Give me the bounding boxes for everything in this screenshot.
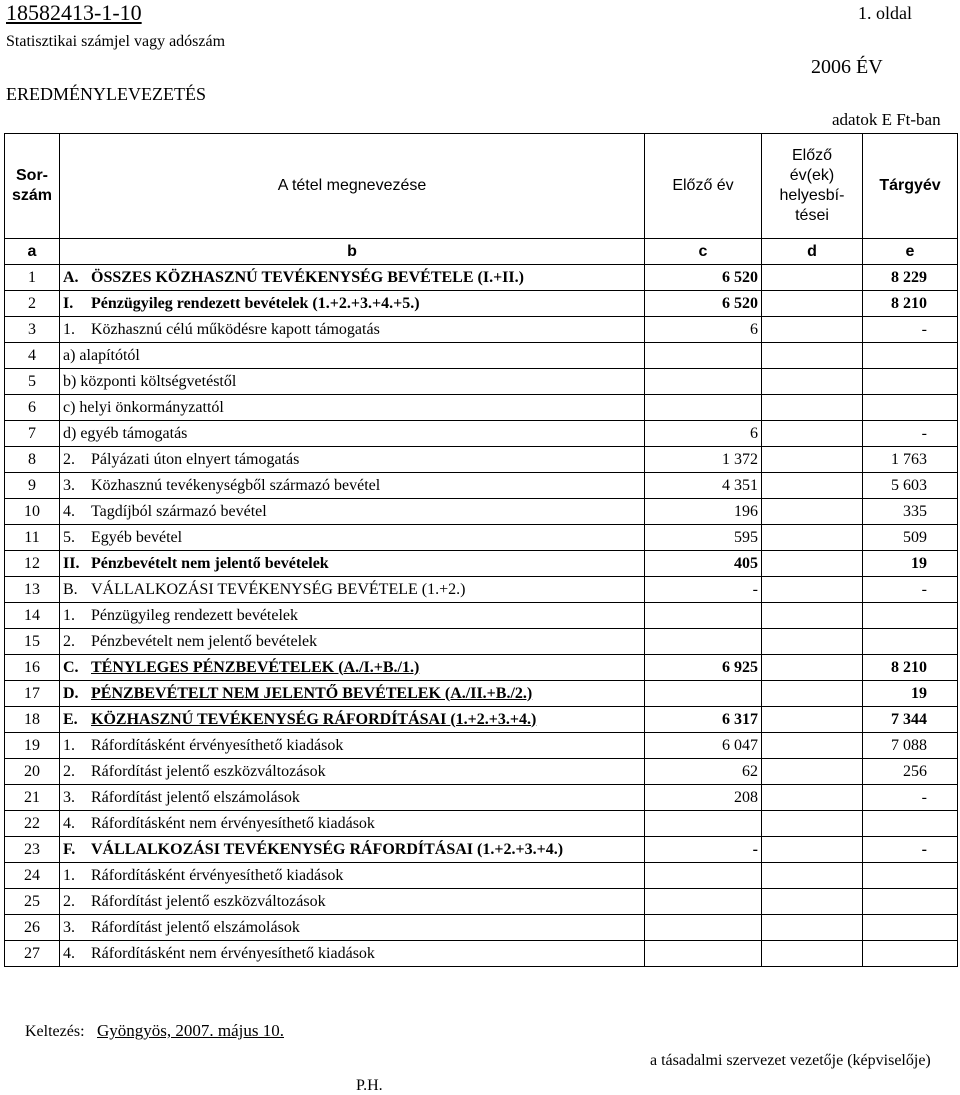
row-marker: C. — [63, 658, 79, 676]
prev-year-value: 6 317 — [645, 707, 762, 733]
adjustment-value — [762, 759, 863, 785]
table-row — [5, 629, 958, 655]
report-year: 2006 ÉV — [811, 56, 883, 78]
current-year-value: 1 763 — [863, 447, 958, 473]
row-marker: 3. — [63, 476, 75, 494]
table-row — [5, 499, 958, 525]
prev-year-value: 6 925 — [645, 655, 762, 681]
letter-c: c — [645, 239, 762, 265]
col-adjust-header: Előző év(ek) helyesbí- tései — [762, 134, 863, 239]
table-row — [5, 291, 958, 317]
table-row — [5, 785, 958, 811]
prev-year-value: - — [645, 577, 762, 603]
current-year-value: 5 603 — [863, 473, 958, 499]
row-marker: 3. — [63, 788, 75, 806]
current-year-value: - — [863, 317, 958, 343]
current-year-value — [863, 863, 958, 889]
adjustment-value — [762, 317, 863, 343]
row-label — [60, 837, 645, 863]
adjustment-value — [762, 577, 863, 603]
current-year-value: 335 — [863, 499, 958, 525]
prev-year-value: 6 — [645, 421, 762, 447]
row-label — [60, 915, 645, 941]
prev-year-value — [645, 889, 762, 915]
row-marker: 3. — [63, 918, 75, 936]
row-marker: B. — [63, 580, 78, 598]
table-row — [5, 421, 958, 447]
col-sorszam-header: Sor- szám — [5, 134, 60, 239]
row-label — [60, 473, 645, 499]
row-label — [60, 525, 645, 551]
row-label — [60, 395, 645, 421]
table-row — [5, 343, 958, 369]
row-label — [60, 447, 645, 473]
row-label-text: Közhasznú célú működésre kapott támogatás — [91, 320, 380, 338]
row-label — [60, 629, 645, 655]
row-number: 1 — [5, 265, 60, 291]
letter-b: b — [60, 239, 645, 265]
row-label — [60, 369, 645, 395]
row-number: 22 — [5, 811, 60, 837]
row-marker: 4. — [63, 944, 75, 962]
letter-a: a — [5, 239, 60, 265]
row-label — [60, 421, 645, 447]
adjustment-value — [762, 707, 863, 733]
prev-year-value — [645, 681, 762, 707]
adjustment-value — [762, 421, 863, 447]
row-number: 6 — [5, 395, 60, 421]
row-label-text: Ráfordítást jelentő elszámolások — [91, 918, 300, 936]
table-row — [5, 369, 958, 395]
table-row — [5, 733, 958, 759]
prev-year-value — [645, 941, 762, 967]
adjustment-value — [762, 837, 863, 863]
row-label-text: VÁLLALKOZÁSI TEVÉKENYSÉG RÁFORDÍTÁSAI (1.+2.+3.+4.) — [91, 840, 564, 858]
row-number: 12 — [5, 551, 60, 577]
row-number: 7 — [5, 421, 60, 447]
table-row — [5, 837, 958, 863]
row-marker: 1. — [63, 736, 75, 754]
row-number: 5 — [5, 369, 60, 395]
row-label-text: Pénzbevételt nem jelentő bevételek — [91, 632, 318, 650]
row-label — [60, 941, 645, 967]
row-marker: 1. — [63, 320, 75, 338]
current-year-value — [863, 603, 958, 629]
prev-year-value — [645, 369, 762, 395]
tax-id: 18582413-1-10 — [6, 0, 142, 25]
row-marker: 1. — [63, 866, 75, 884]
row-marker: A. — [63, 268, 79, 286]
prev-year-value — [645, 863, 762, 889]
adjustment-value — [762, 785, 863, 811]
prev-year-value: - — [645, 837, 762, 863]
row-label-text: Pályázati úton elnyert támogatás — [91, 450, 300, 468]
adjustment-value — [762, 551, 863, 577]
row-label-text: Egyéb bevétel — [91, 528, 183, 546]
row-marker: 4. — [63, 814, 75, 832]
row-label-text: a) alapítótól — [63, 346, 140, 364]
row-marker: II. — [63, 554, 80, 572]
prev-year-value: 595 — [645, 525, 762, 551]
row-label-text: TÉNYLEGES PÉNZBEVÉTELEK (A./I.+B./1.) — [91, 658, 420, 676]
signer-label: a tásadalmi szervezet vezetője (képviselője) — [650, 1052, 931, 1069]
adjustment-value — [762, 447, 863, 473]
report-title: EREDMÉNYLEVEZETÉS — [6, 84, 206, 104]
stamp-placeholder: P.H. — [356, 1077, 383, 1094]
current-year-value: 509 — [863, 525, 958, 551]
row-number: 20 — [5, 759, 60, 785]
row-marker: F. — [63, 840, 76, 858]
current-year-value: 8 210 — [863, 655, 958, 681]
adjustment-value — [762, 811, 863, 837]
prev-year-value: 6 520 — [645, 265, 762, 291]
col-prev-header: Előző év — [645, 134, 762, 239]
row-number: 8 — [5, 447, 60, 473]
row-label — [60, 655, 645, 681]
row-number: 2 — [5, 291, 60, 317]
row-marker: 2. — [63, 762, 75, 780]
row-label — [60, 785, 645, 811]
table-row — [5, 915, 958, 941]
current-year-value — [863, 941, 958, 967]
row-label-text: Ráfordításként nem érvényesíthető kiadások — [91, 944, 375, 962]
row-marker: 2. — [63, 892, 75, 910]
current-year-value — [863, 889, 958, 915]
adjustment-value — [762, 941, 863, 967]
table-row — [5, 655, 958, 681]
prev-year-value: 196 — [645, 499, 762, 525]
table-row — [5, 759, 958, 785]
row-number: 10 — [5, 499, 60, 525]
row-label-text: Pénzügyileg rendezett bevételek — [91, 606, 299, 624]
prev-year-value — [645, 343, 762, 369]
prev-year-value — [645, 603, 762, 629]
adjustment-value — [762, 525, 863, 551]
table-row — [5, 395, 958, 421]
adjustment-value — [762, 395, 863, 421]
prev-year-value: 62 — [645, 759, 762, 785]
row-label — [60, 733, 645, 759]
row-label-text: PÉNZBEVÉTELT NEM JELENTŐ BEVÉTELEK (A./II.+B./2.) — [91, 684, 533, 702]
report-table — [4, 133, 958, 967]
current-year-value — [863, 369, 958, 395]
current-year-value — [863, 811, 958, 837]
row-number: 13 — [5, 577, 60, 603]
row-label-text: c) helyi önkormányzattól — [63, 398, 224, 416]
current-year-value — [863, 395, 958, 421]
adjustment-value — [762, 681, 863, 707]
table-row — [5, 317, 958, 343]
header-row — [5, 134, 958, 239]
prev-year-value — [645, 915, 762, 941]
current-year-value: 7 344 — [863, 707, 958, 733]
row-label-text: Tagdíjból származó bevétel — [91, 502, 267, 520]
current-year-value: 8 229 — [863, 265, 958, 291]
prev-year-value: 6 — [645, 317, 762, 343]
row-number: 16 — [5, 655, 60, 681]
row-marker: 4. — [63, 502, 75, 520]
letter-d: d — [762, 239, 863, 265]
current-year-value — [863, 343, 958, 369]
row-label-text: Ráfordításként nem érvényesíthető kiadások — [91, 814, 375, 832]
row-number: 21 — [5, 785, 60, 811]
row-marker: E. — [63, 710, 78, 728]
prev-year-value — [645, 811, 762, 837]
row-number: 11 — [5, 525, 60, 551]
table-row — [5, 265, 958, 291]
row-number: 4 — [5, 343, 60, 369]
row-label — [60, 811, 645, 837]
row-label-text: KÖZHASZNÚ TEVÉKENYSÉG RÁFORDÍTÁSAI (1.+2.+3.+4.) — [91, 710, 537, 728]
row-label-text: Pénzügyileg rendezett bevételek (1.+2.+3.+4.+5.) — [91, 294, 420, 312]
table-row — [5, 577, 958, 603]
col-current-header: Tárgyév — [863, 134, 958, 239]
row-label-text: Közhasznú tevékenységből származó bevétel — [91, 476, 381, 494]
row-number: 26 — [5, 915, 60, 941]
row-number: 14 — [5, 603, 60, 629]
prev-year-value — [645, 395, 762, 421]
date-value: Gyöngyös, 2007. május 10. — [97, 1021, 284, 1040]
row-label — [60, 265, 645, 291]
adjustment-value — [762, 343, 863, 369]
date-label: Keltezés: — [25, 1023, 85, 1040]
row-number: 17 — [5, 681, 60, 707]
adjustment-value — [762, 473, 863, 499]
row-number: 25 — [5, 889, 60, 915]
current-year-value: - — [863, 577, 958, 603]
prev-year-value: 6 520 — [645, 291, 762, 317]
adjustment-value — [762, 265, 863, 291]
row-label-text: Ráfordítást jelentő eszközváltozások — [91, 892, 326, 910]
row-label — [60, 707, 645, 733]
row-label — [60, 603, 645, 629]
table-row — [5, 863, 958, 889]
units-note: adatok E Ft-ban — [832, 110, 941, 129]
current-year-value: - — [863, 785, 958, 811]
table-row — [5, 603, 958, 629]
current-year-value: 19 — [863, 681, 958, 707]
row-label-text: b) központi költségvetéstől — [63, 372, 237, 390]
table-row — [5, 707, 958, 733]
row-number: 23 — [5, 837, 60, 863]
table-row — [5, 473, 958, 499]
row-number: 19 — [5, 733, 60, 759]
table-row — [5, 681, 958, 707]
row-number: 15 — [5, 629, 60, 655]
table-row — [5, 889, 958, 915]
row-number: 24 — [5, 863, 60, 889]
table-row — [5, 811, 958, 837]
current-year-value — [863, 915, 958, 941]
adjustment-value — [762, 291, 863, 317]
letter-e: e — [863, 239, 958, 265]
row-label — [60, 551, 645, 577]
prev-year-value: 4 351 — [645, 473, 762, 499]
row-marker: I. — [63, 294, 74, 312]
prev-year-value — [645, 629, 762, 655]
row-label-text: Ráfordításként érvényesíthető kiadások — [91, 866, 344, 884]
current-year-value: 8 210 — [863, 291, 958, 317]
row-label — [60, 681, 645, 707]
row-label-text: Ráfordítást jelentő elszámolások — [91, 788, 300, 806]
table-row — [5, 551, 958, 577]
row-label-text: Pénzbevételt nem jelentő bevételek — [91, 554, 329, 572]
letter-row — [5, 239, 958, 265]
row-label-text: Ráfordítást jelentő eszközváltozások — [91, 762, 326, 780]
table-row — [5, 941, 958, 967]
adjustment-value — [762, 863, 863, 889]
row-label — [60, 759, 645, 785]
row-number: 18 — [5, 707, 60, 733]
current-year-value: - — [863, 421, 958, 447]
prev-year-value: 405 — [645, 551, 762, 577]
row-label — [60, 863, 645, 889]
current-year-value: 256 — [863, 759, 958, 785]
row-label — [60, 889, 645, 915]
current-year-value — [863, 629, 958, 655]
col-name-header: A tétel megnevezése — [60, 134, 645, 239]
tax-id-label: Statisztikai számjel vagy adószám — [6, 33, 226, 50]
table-row — [5, 525, 958, 551]
row-marker: 2. — [63, 450, 75, 468]
row-label — [60, 343, 645, 369]
prev-year-value: 1 372 — [645, 447, 762, 473]
row-number: 9 — [5, 473, 60, 499]
adjustment-value — [762, 603, 863, 629]
row-marker: 1. — [63, 606, 75, 624]
row-marker: 5. — [63, 528, 75, 546]
adjustment-value — [762, 733, 863, 759]
adjustment-value — [762, 629, 863, 655]
row-label — [60, 577, 645, 603]
row-marker: D. — [63, 684, 79, 702]
adjustment-value — [762, 499, 863, 525]
row-label-text: ÖSSZES KÖZHASZNÚ TEVÉKENYSÉG BEVÉTELE (I.+II.) — [91, 268, 524, 286]
row-label — [60, 317, 645, 343]
current-year-value: 19 — [863, 551, 958, 577]
current-year-value: 7 088 — [863, 733, 958, 759]
row-label — [60, 291, 645, 317]
row-label-text: VÁLLALKOZÁSI TEVÉKENYSÉG BEVÉTELE (1.+2.) — [91, 580, 466, 598]
row-number: 3 — [5, 317, 60, 343]
row-label-text: Ráfordításként érvényesíthető kiadások — [91, 736, 344, 754]
prev-year-value: 208 — [645, 785, 762, 811]
row-label — [60, 499, 645, 525]
adjustment-value — [762, 655, 863, 681]
table-row — [5, 447, 958, 473]
adjustment-value — [762, 915, 863, 941]
adjustment-value — [762, 889, 863, 915]
current-year-value: - — [863, 837, 958, 863]
row-number: 27 — [5, 941, 60, 967]
row-marker: 2. — [63, 632, 75, 650]
prev-year-value: 6 047 — [645, 733, 762, 759]
page-number: 1. oldal — [858, 3, 912, 23]
row-label-text: d) egyéb támogatás — [63, 424, 188, 442]
adjustment-value — [762, 369, 863, 395]
